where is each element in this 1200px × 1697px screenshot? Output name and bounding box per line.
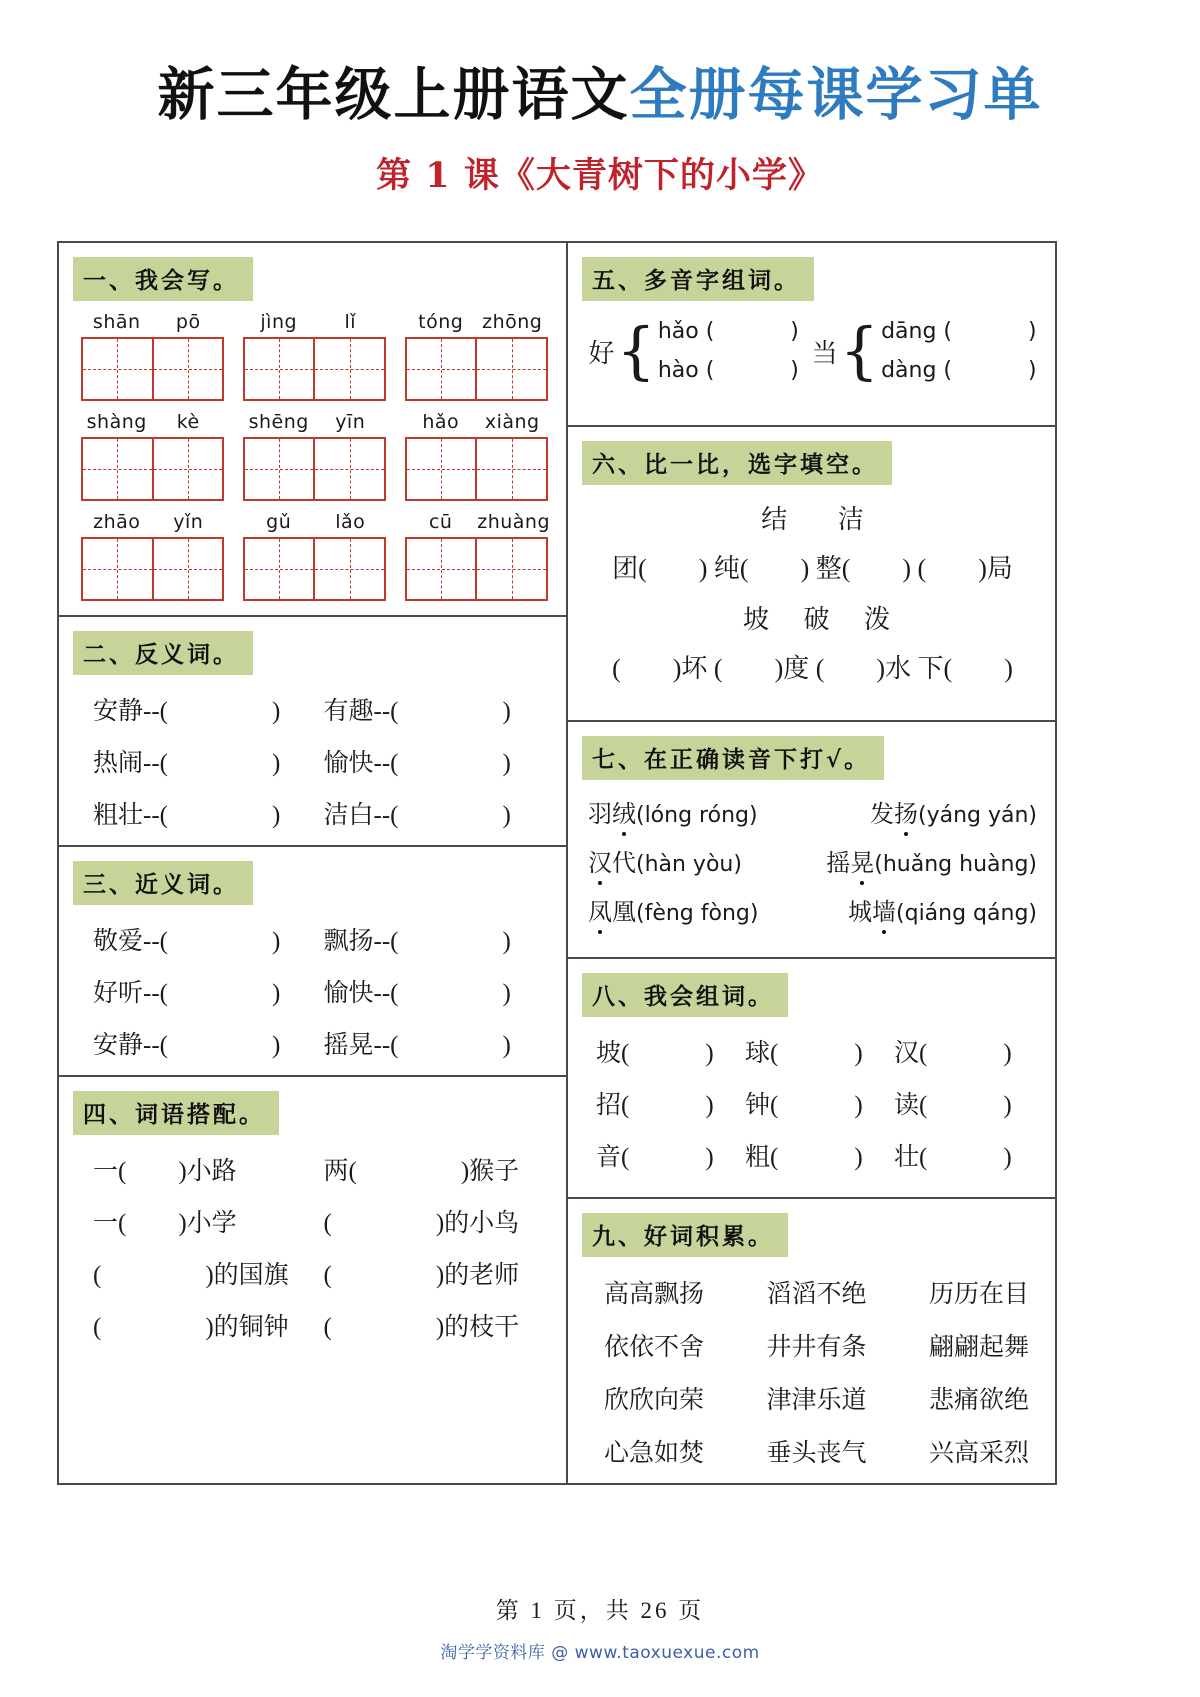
grid-cell[interactable] xyxy=(313,439,384,499)
base-char: 汉( xyxy=(893,1040,928,1067)
polyphone-group[interactable] xyxy=(811,313,1037,387)
brace-icon: { xyxy=(616,313,656,387)
fill-line-1[interactable]: 团( ) 纯( ) 整( ) ( )局 xyxy=(612,554,1013,583)
idiom: 津津乐道 xyxy=(766,1387,867,1414)
pick-item[interactable] xyxy=(848,892,1037,927)
base-char: 音( xyxy=(595,1144,630,1171)
section-1-heading: 一、我会写。 xyxy=(73,257,253,301)
write-item[interactable] xyxy=(81,511,224,601)
idiom: 滔滔不绝 xyxy=(766,1281,867,1308)
collocation-row[interactable] xyxy=(73,1307,554,1343)
paren-close: ) xyxy=(502,928,511,955)
polyphone-line[interactable] xyxy=(881,358,1037,383)
idiom: 心急如焚 xyxy=(603,1440,704,1467)
make-word-item[interactable] xyxy=(745,1137,894,1173)
idiom: 垂头丧气 xyxy=(766,1440,867,1467)
suffix: )的老师 xyxy=(435,1262,520,1289)
char-options-2: 坡 破 泼 xyxy=(742,605,904,634)
paren-close: ) xyxy=(502,750,511,777)
idiom-row xyxy=(582,1274,1043,1310)
word-part: 凰 xyxy=(611,900,636,926)
grid-cell[interactable] xyxy=(83,439,152,499)
dotted-char: 绒 xyxy=(612,794,636,829)
grid-cell[interactable] xyxy=(407,539,476,599)
term: 好听--( xyxy=(93,980,168,1007)
idiom: 历历在目 xyxy=(928,1281,1029,1308)
grid-cell[interactable] xyxy=(245,539,314,599)
term: 摇晃--( xyxy=(323,1032,399,1059)
pinyin-reading: hǎo ( xyxy=(657,319,715,344)
base-char: 坡( xyxy=(595,1040,630,1067)
suffix: )小路 xyxy=(178,1158,237,1185)
make-word-item[interactable] xyxy=(596,1137,745,1173)
page-number: 第 1 页，共 26 页 xyxy=(495,1598,705,1623)
pinyin-options[interactable]: (hàn yòu) xyxy=(635,852,742,877)
paren-close: ) xyxy=(502,802,511,829)
pinyin-reading: dāng ( xyxy=(881,319,953,344)
paren-close: ) xyxy=(502,1032,511,1059)
pinyin: xiàng xyxy=(484,411,540,433)
pinyin: hǎo xyxy=(422,411,460,433)
pinyin: cū xyxy=(428,511,453,533)
base-char: 球( xyxy=(744,1040,779,1067)
pinyin: yīn xyxy=(335,411,366,433)
paren-close: ) xyxy=(1003,1144,1012,1171)
lesson-subtitle: 第 1 课《大青树下的小学》 xyxy=(376,154,824,196)
base-char: 粗( xyxy=(744,1144,779,1171)
section-7-pick-pronunciation xyxy=(568,722,1055,959)
write-row-3 xyxy=(73,511,554,601)
section-3-synonyms xyxy=(59,847,566,1077)
term: 飘扬--( xyxy=(323,928,399,955)
pick-item[interactable] xyxy=(588,892,758,927)
paren-close: ) xyxy=(1028,358,1037,383)
pinyin-reading: dàng ( xyxy=(881,358,953,383)
polyphone-char: 当 xyxy=(811,338,838,368)
paren-close: ) xyxy=(1003,1092,1012,1119)
grid-cell[interactable] xyxy=(83,539,152,599)
collocation-left[interactable] xyxy=(93,1307,324,1343)
left-column xyxy=(59,243,568,1483)
paren-close: ) xyxy=(790,319,799,344)
write-item[interactable] xyxy=(405,311,548,401)
term: 愉快--( xyxy=(323,750,399,777)
write-item[interactable] xyxy=(405,511,551,601)
antonym-right[interactable] xyxy=(324,691,555,727)
collocation-right[interactable] xyxy=(324,1203,555,1239)
dotted-char: 晃 xyxy=(850,843,874,878)
pinyin-options[interactable]: (qiáng qáng) xyxy=(896,901,1037,926)
make-word-row xyxy=(582,1033,1043,1069)
tianzige-grid[interactable] xyxy=(81,437,224,501)
paren-close: ) xyxy=(705,1092,714,1119)
title-blue-part: 全册每课学习单 xyxy=(629,61,1043,128)
section-5-polyphone xyxy=(568,243,1055,427)
paren-close: ) xyxy=(502,980,511,1007)
collocation-left[interactable] xyxy=(93,1151,324,1187)
grid-cell[interactable] xyxy=(83,339,152,399)
section-8-heading: 八、我会组词。 xyxy=(582,973,788,1017)
prefix: ( xyxy=(323,1314,332,1341)
pick-item[interactable] xyxy=(870,794,1037,829)
pinyin: pō xyxy=(175,311,201,333)
section-2-heading: 二、反义词。 xyxy=(73,631,253,675)
pinyin: shàng xyxy=(86,411,147,433)
polyphone-line[interactable] xyxy=(658,319,799,344)
idiom: 高高飘扬 xyxy=(603,1281,704,1308)
synonym-right[interactable] xyxy=(324,1025,555,1061)
page-title xyxy=(0,0,1200,128)
paren-close: ) xyxy=(271,1032,281,1059)
section-7-heading: 七、在正确读音下打√。 xyxy=(582,736,884,780)
grid-cell[interactable] xyxy=(407,339,476,399)
antonym-left[interactable] xyxy=(93,691,324,727)
word-part: 代 xyxy=(611,851,636,877)
pinyin: zhuàng xyxy=(477,511,551,533)
term: 敬爱--( xyxy=(93,928,168,955)
tianzige-grid[interactable] xyxy=(243,437,386,501)
write-row-2 xyxy=(73,411,554,501)
paren-close: ) xyxy=(854,1040,863,1067)
prefix: 一( xyxy=(93,1210,127,1237)
paren-close: ) xyxy=(271,698,281,725)
write-item[interactable] xyxy=(243,311,386,401)
paren-close: ) xyxy=(1028,319,1037,344)
pinyin: zhōng xyxy=(482,311,543,333)
term: 安静--( xyxy=(93,698,168,725)
make-word-item[interactable] xyxy=(894,1085,1043,1121)
antonym-right[interactable] xyxy=(324,743,555,779)
collocation-left[interactable] xyxy=(93,1203,324,1239)
pinyin-options[interactable]: (lóng róng) xyxy=(635,803,758,828)
section-4-collocation xyxy=(59,1077,566,1357)
prefix: 两( xyxy=(323,1158,357,1185)
suffix: )的枝干 xyxy=(435,1314,520,1341)
antonym-row[interactable] xyxy=(73,743,554,779)
prefix: ( xyxy=(323,1262,332,1289)
idiom: 翩翩起舞 xyxy=(928,1334,1029,1361)
section-9-idioms xyxy=(568,1199,1055,1483)
tianzige-grid[interactable] xyxy=(81,537,224,601)
make-word-item[interactable] xyxy=(894,1033,1043,1069)
section-1-write xyxy=(59,243,566,617)
idiom: 悲痛欲绝 xyxy=(928,1387,1029,1414)
dotted-char: 扬 xyxy=(894,794,918,829)
pinyin: shān xyxy=(92,311,141,333)
make-word-item[interactable] xyxy=(894,1137,1043,1173)
grid-cell[interactable] xyxy=(407,439,476,499)
pinyin-options[interactable]: (huǎng huàng) xyxy=(874,852,1037,877)
pinyin: gǔ xyxy=(266,511,292,533)
prefix: 一( xyxy=(93,1158,127,1185)
term: 粗壮--( xyxy=(93,802,168,829)
synonym-right[interactable] xyxy=(324,921,555,957)
paren-close: ) xyxy=(271,980,281,1007)
synonym-row[interactable] xyxy=(73,921,554,957)
paren-close: ) xyxy=(1003,1040,1012,1067)
grid-cell[interactable] xyxy=(475,439,546,499)
pinyin: lǐ xyxy=(344,311,357,333)
pinyin: tóng xyxy=(418,311,464,333)
paren-close: ) xyxy=(854,1092,863,1119)
prefix: ( xyxy=(323,1210,332,1237)
suffix: )的铜钟 xyxy=(205,1314,289,1341)
grid-cell[interactable] xyxy=(152,339,223,399)
tianzige-grid[interactable] xyxy=(405,537,548,601)
word-part: 羽 xyxy=(587,802,612,828)
title-black-part: 新三年级上册语文 xyxy=(157,61,630,128)
pick-row xyxy=(582,794,1043,829)
collocation-row[interactable] xyxy=(73,1255,554,1291)
paren-close: ) xyxy=(502,698,511,725)
base-char: 壮( xyxy=(893,1144,928,1171)
idiom: 依依不舍 xyxy=(603,1334,704,1361)
collocation-row[interactable] xyxy=(73,1203,554,1239)
synonym-right[interactable] xyxy=(324,973,555,1009)
section-3-heading: 三、近义词。 xyxy=(73,861,253,905)
pinyin: yǐn xyxy=(173,511,204,533)
synonym-left[interactable] xyxy=(93,921,324,957)
char-options-1: 结 洁 xyxy=(761,505,886,534)
antonym-row[interactable] xyxy=(73,691,554,727)
make-word-row xyxy=(582,1137,1043,1173)
idiom-row xyxy=(582,1327,1043,1363)
make-word-item[interactable] xyxy=(745,1033,894,1069)
paren-close: ) xyxy=(705,1144,714,1171)
idiom-row xyxy=(582,1433,1043,1469)
paren-close: ) xyxy=(271,750,281,777)
polyphone-line[interactable] xyxy=(881,319,1037,344)
grid-cell[interactable] xyxy=(475,539,546,599)
synonym-row[interactable] xyxy=(73,1025,554,1061)
term: 愉快--( xyxy=(323,980,399,1007)
section-4-heading: 四、词语搭配。 xyxy=(73,1091,279,1135)
prefix: ( xyxy=(93,1262,102,1289)
section-2-antonyms xyxy=(59,617,566,847)
tianzige-grid[interactable] xyxy=(243,337,386,401)
idiom: 井井有条 xyxy=(766,1334,867,1361)
pinyin: zhāo xyxy=(93,511,141,533)
pinyin: kè xyxy=(176,411,200,433)
synonym-row[interactable] xyxy=(73,973,554,1009)
idiom: 兴高采烈 xyxy=(928,1440,1029,1467)
collocation-left[interactable] xyxy=(93,1255,324,1291)
pinyin-options[interactable]: (yáng yán) xyxy=(917,803,1037,828)
right-column xyxy=(568,243,1055,1483)
pick-row xyxy=(582,892,1043,927)
term: 有趣--( xyxy=(323,698,399,725)
antonym-row[interactable] xyxy=(73,795,554,831)
pinyin: lǎo xyxy=(335,511,366,533)
write-item[interactable] xyxy=(81,311,224,401)
paren-close: ) xyxy=(271,928,281,955)
base-char: 读( xyxy=(893,1092,928,1119)
collocation-right[interactable] xyxy=(324,1151,555,1187)
pinyin: shēng xyxy=(248,411,309,433)
grid-cell[interactable] xyxy=(313,339,384,399)
pinyin-options[interactable]: (fèng fòng) xyxy=(635,901,759,926)
dotted-char: 汉 xyxy=(588,843,612,878)
worksheet-table xyxy=(57,241,1057,1485)
polyphone-group[interactable] xyxy=(588,313,799,387)
collocation-right[interactable] xyxy=(324,1307,555,1343)
section-8-make-words xyxy=(568,959,1055,1199)
make-word-item[interactable] xyxy=(596,1033,745,1069)
grid-cell[interactable] xyxy=(152,439,223,499)
antonym-right[interactable] xyxy=(324,795,555,831)
paren-close: ) xyxy=(271,802,281,829)
pick-item[interactable] xyxy=(588,843,742,878)
paren-close: ) xyxy=(790,358,799,383)
section-6-choose-char xyxy=(568,427,1055,722)
polyphone-line[interactable] xyxy=(658,358,799,383)
dotted-char: 墙 xyxy=(872,892,896,927)
base-char: 招( xyxy=(595,1092,630,1119)
pinyin: jìng xyxy=(260,311,298,333)
idiom-row xyxy=(582,1380,1043,1416)
grid-cell[interactable] xyxy=(152,539,223,599)
paren-close: ) xyxy=(705,1040,714,1067)
suffix: )的小鸟 xyxy=(435,1210,520,1237)
prefix: ( xyxy=(93,1314,102,1341)
write-item[interactable] xyxy=(243,411,386,501)
paren-close: ) xyxy=(854,1144,863,1171)
grid-cell[interactable] xyxy=(313,539,384,599)
word-part: 发 xyxy=(869,802,894,828)
brace-icon: { xyxy=(839,313,880,387)
suffix: )小学 xyxy=(178,1210,237,1237)
synonym-left[interactable] xyxy=(93,1025,324,1061)
suffix: )的国旗 xyxy=(205,1262,289,1289)
section-6-heading: 六、比一比，选字填空。 xyxy=(582,441,892,485)
write-item[interactable] xyxy=(405,411,548,501)
pick-item[interactable] xyxy=(588,794,758,829)
term: 热闹--( xyxy=(93,750,168,777)
synonym-left[interactable] xyxy=(93,973,324,1009)
tianzige-grid[interactable] xyxy=(405,437,548,501)
polyphone-groups xyxy=(582,313,1043,389)
write-item[interactable] xyxy=(243,511,386,601)
site-watermark: 淘学学资料库 @ www.taoxuexue.com xyxy=(440,1643,760,1663)
dotted-char: 凤 xyxy=(588,892,612,927)
grid-cell[interactable] xyxy=(245,439,314,499)
write-row-1 xyxy=(73,311,554,401)
idiom: 欣欣向荣 xyxy=(603,1387,704,1414)
base-char: 钟( xyxy=(744,1092,779,1119)
section-9-heading: 九、好词积累。 xyxy=(582,1213,788,1257)
pinyin-reading: hào ( xyxy=(657,358,715,383)
term: 安静--( xyxy=(93,1032,168,1059)
make-word-item[interactable] xyxy=(745,1085,894,1121)
antonym-left[interactable] xyxy=(93,795,324,831)
tianzige-grid[interactable] xyxy=(81,337,224,401)
word-part: 城 xyxy=(848,900,873,926)
collocation-row[interactable] xyxy=(73,1151,554,1187)
pick-row xyxy=(582,843,1043,878)
collocation-right[interactable] xyxy=(324,1255,555,1291)
term: 洁白--( xyxy=(323,802,399,829)
antonym-left[interactable] xyxy=(93,743,324,779)
word-part: 摇 xyxy=(826,851,851,877)
make-word-row xyxy=(582,1085,1043,1121)
grid-cell[interactable] xyxy=(475,339,546,399)
suffix: )猴子 xyxy=(460,1158,520,1185)
section-5-heading: 五、多音字组词。 xyxy=(582,257,814,301)
make-word-item[interactable] xyxy=(596,1085,745,1121)
tianzige-grid[interactable] xyxy=(243,537,386,601)
polyphone-char: 好 xyxy=(588,338,615,368)
tianzige-grid[interactable] xyxy=(405,337,548,401)
fill-line-2[interactable]: ( )坏 ( )度 ( )水 下( ) xyxy=(612,654,1013,683)
grid-cell[interactable] xyxy=(245,339,314,399)
write-item[interactable] xyxy=(81,411,224,501)
pick-item[interactable] xyxy=(826,843,1037,878)
